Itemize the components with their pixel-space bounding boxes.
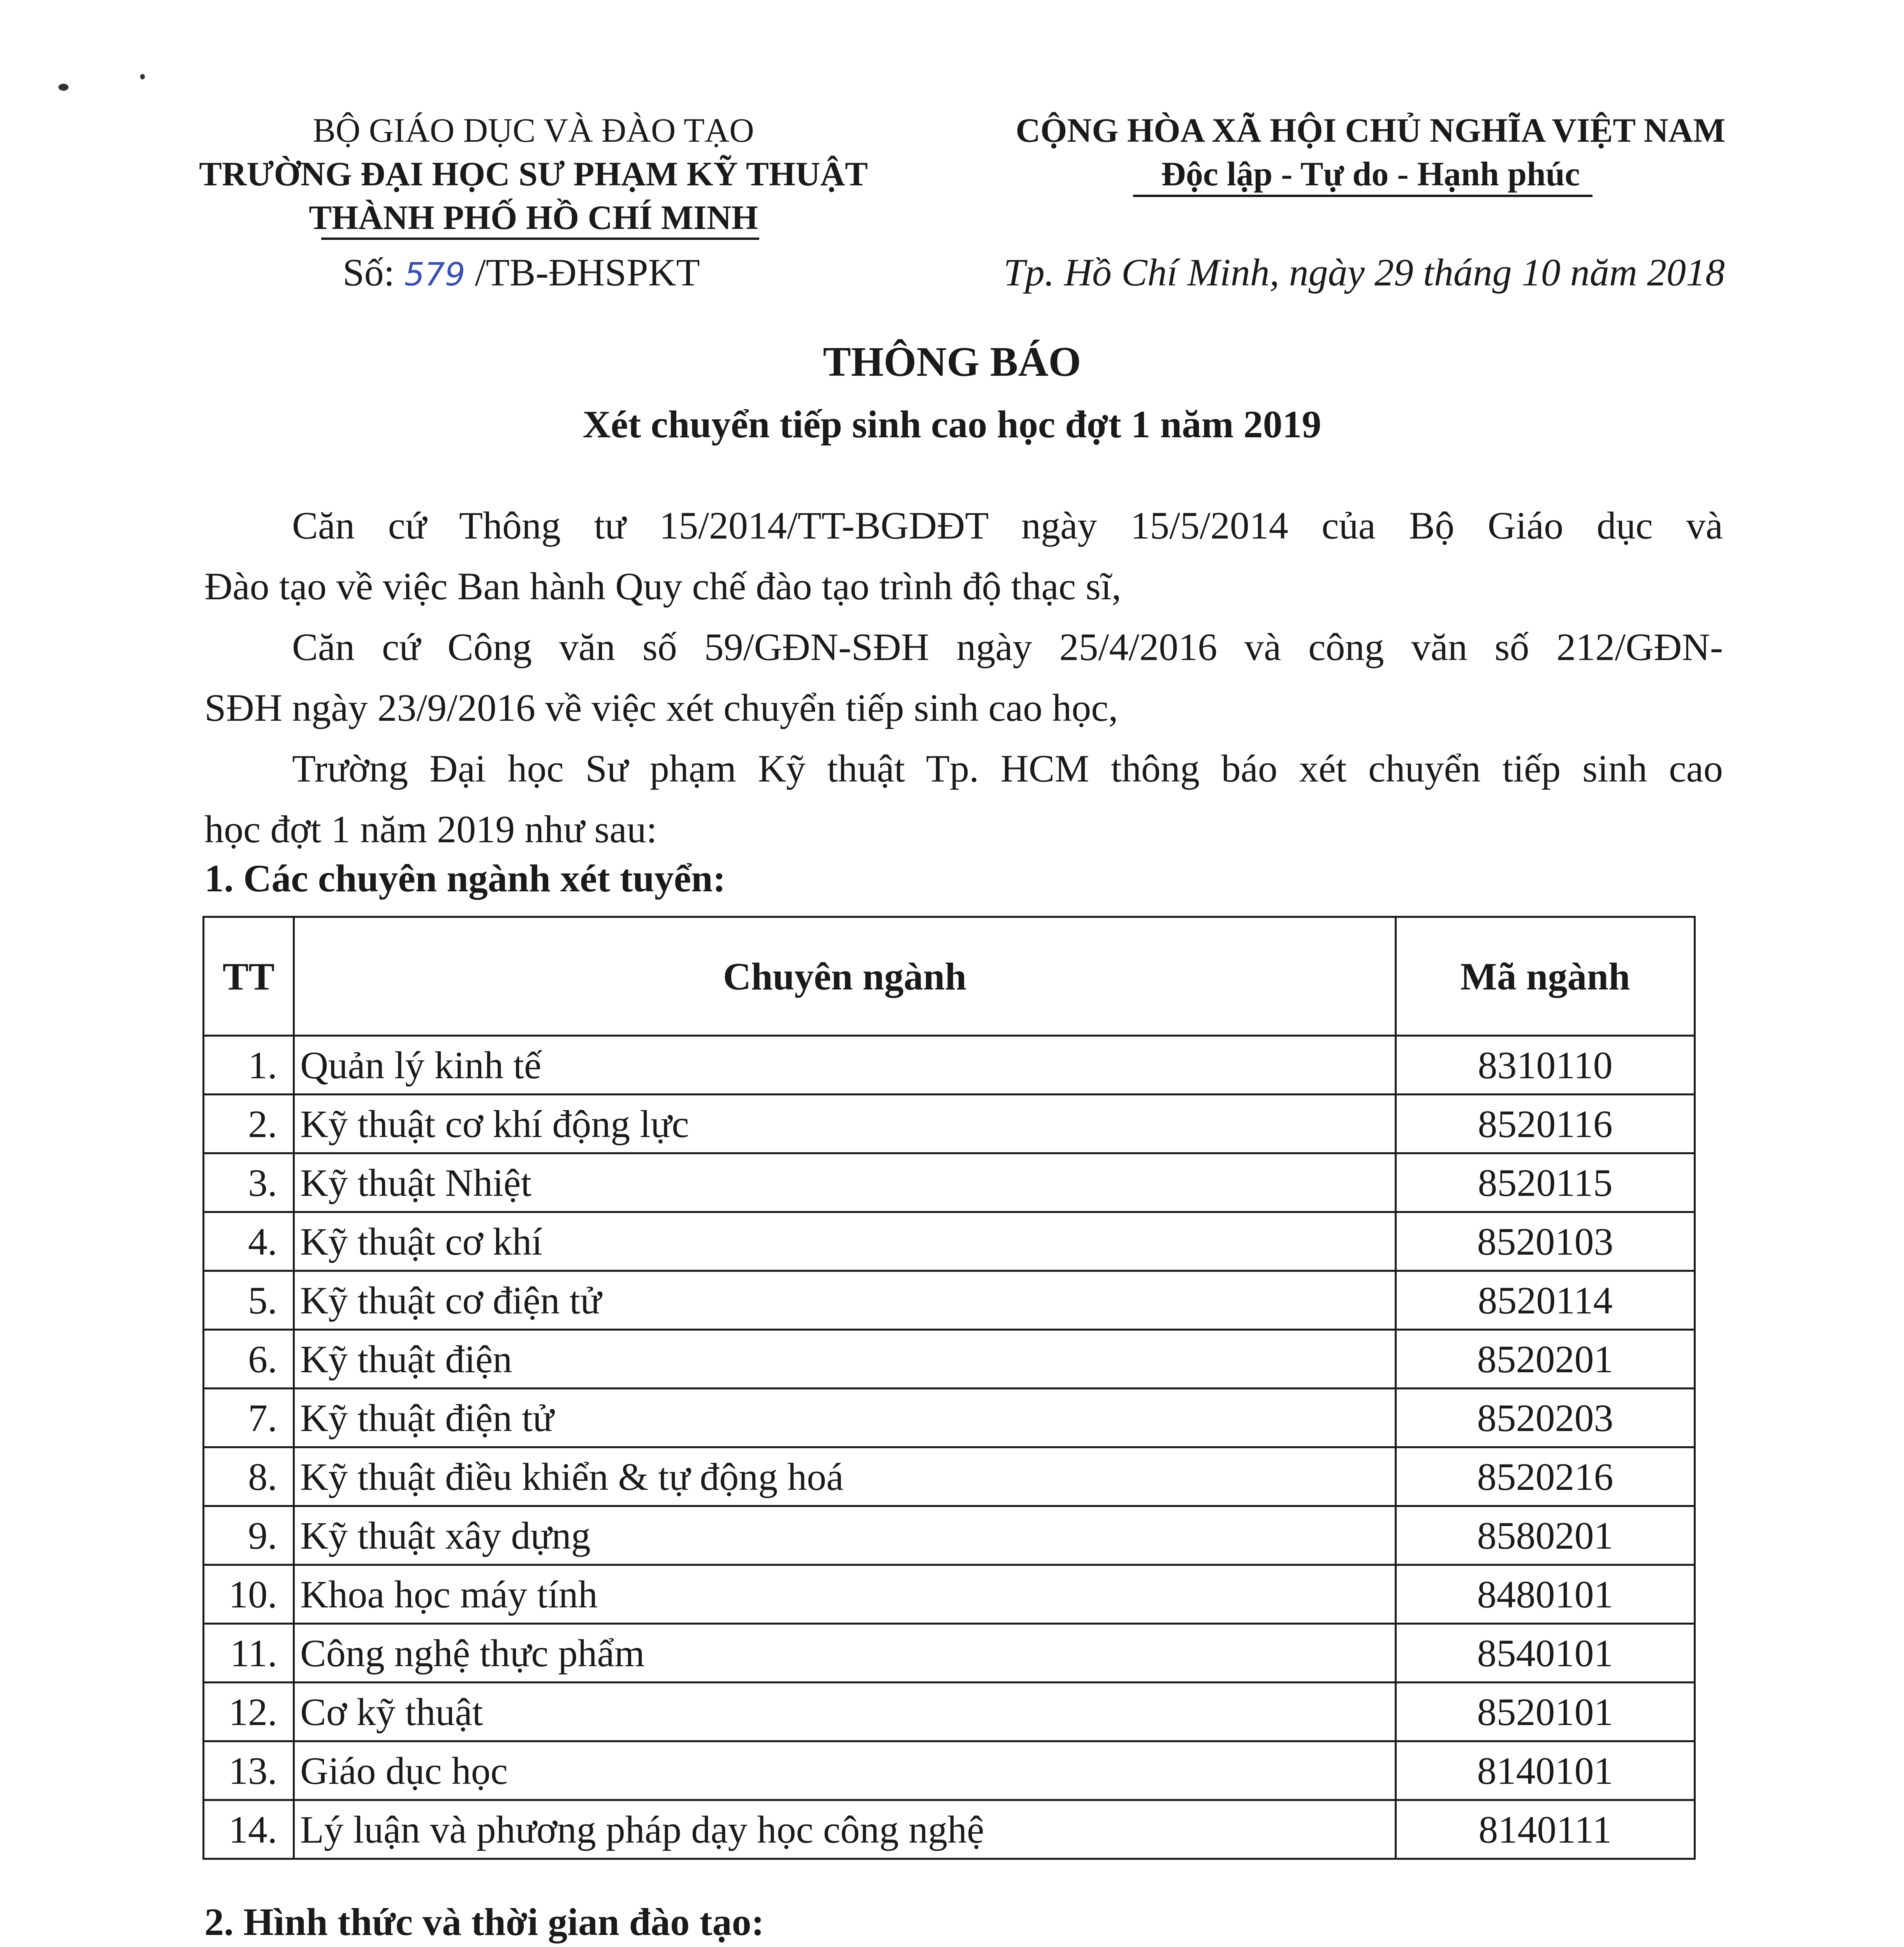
preamble-para-1-line-1: Căn cứ Thông tư 15/2014/TT-BGDĐT ngày 15/5/2014 của Bộ Giáo dục và bbox=[292, 504, 1723, 547]
major-name: Kỹ thuật cơ khí bbox=[294, 1212, 1396, 1271]
row-number: 9. bbox=[204, 1506, 294, 1565]
major-code: 8480101 bbox=[1396, 1565, 1695, 1624]
row-number: 14. bbox=[204, 1800, 294, 1859]
preamble-para-1-line-2: Đào tạo về việc Ban hành Quy chế đào tạo trình độ thạc sĩ, bbox=[204, 565, 1121, 608]
major-name: Giáo dục học bbox=[294, 1741, 1396, 1800]
section-2-heading: 2. Hình thức và thời gian đào tạo: bbox=[204, 1900, 764, 1943]
major-code: 8520115 bbox=[1396, 1153, 1695, 1212]
major-name: Kỹ thuật xây dựng bbox=[294, 1506, 1396, 1565]
notice-subtitle: Xét chuyển tiếp sinh cao học đợt 1 năm 2019 bbox=[582, 403, 1322, 446]
major-code: 8520114 bbox=[1396, 1271, 1695, 1330]
major-code: 8520116 bbox=[1396, 1095, 1695, 1153]
table-row bbox=[204, 1153, 1695, 1212]
section-1-heading: 1. Các chuyên ngành xét tuyển: bbox=[204, 857, 726, 900]
row-number: 12. bbox=[204, 1683, 294, 1741]
row-number: 11. bbox=[204, 1624, 294, 1683]
table-row bbox=[204, 1624, 1695, 1683]
major-code: 8310110 bbox=[1396, 1036, 1695, 1095]
table-row bbox=[204, 1389, 1695, 1447]
preamble-para-2-line-2: SĐH ngày 23/9/2016 về việc xét chuyển tiếp sinh cao học, bbox=[204, 686, 1118, 729]
row-number: 13. bbox=[204, 1741, 294, 1800]
school-name-line2: THÀNH PHỐ HỒ CHÍ MINH bbox=[309, 199, 758, 237]
row-number: 6. bbox=[204, 1330, 294, 1389]
row-number: 5. bbox=[204, 1271, 294, 1330]
table-row bbox=[204, 1741, 1695, 1800]
col-header-tt: TT bbox=[204, 917, 294, 1036]
major-code: 8520201 bbox=[1396, 1330, 1695, 1389]
row-number: 2. bbox=[204, 1095, 294, 1153]
row-number: 8. bbox=[204, 1447, 294, 1506]
preamble-para-3-line-1: Trường Đại học Sư phạm Kỹ thuật Tp. HCM thông báo xét chuyển tiếp sinh cao bbox=[292, 747, 1723, 790]
major-name: Kỹ thuật cơ khí động lực bbox=[294, 1095, 1396, 1153]
ministry-name: BỘ GIÁO DỤC VÀ ĐÀO TẠO bbox=[313, 112, 754, 150]
col-header-major: Chuyên ngành bbox=[294, 917, 1396, 1036]
header-left bbox=[183, 109, 884, 240]
table-row bbox=[204, 1565, 1695, 1624]
majors-table bbox=[202, 916, 1696, 1860]
row-number: 10. bbox=[204, 1565, 294, 1624]
table-row bbox=[204, 1271, 1695, 1330]
major-name: Khoa học máy tính bbox=[294, 1565, 1396, 1624]
major-code: 8140101 bbox=[1396, 1741, 1695, 1800]
document-number bbox=[343, 242, 888, 305]
table-row bbox=[204, 1212, 1695, 1271]
table-row bbox=[204, 1683, 1695, 1741]
major-name: Công nghệ thực phẩm bbox=[294, 1624, 1396, 1683]
handwritten-number: 579 bbox=[404, 256, 465, 293]
header-left-underline bbox=[321, 238, 759, 240]
number-suffix: /TB-ĐHSPKT bbox=[475, 251, 700, 294]
major-name: Kỹ thuật điện bbox=[294, 1330, 1396, 1389]
row-number: 1. bbox=[204, 1036, 294, 1095]
preamble-para-2-line-1: Căn cứ Công văn số 59/GĐN-SĐH ngày 25/4/2016 và công văn số 212/GĐN- bbox=[292, 625, 1723, 669]
major-name: Kỹ thuật điều khiển & tự động hoá bbox=[294, 1447, 1396, 1506]
major-name: Cơ kỹ thuật bbox=[294, 1683, 1396, 1741]
table-row bbox=[204, 1506, 1695, 1565]
major-name: Lý luận và phương pháp dạy học công nghệ bbox=[294, 1800, 1396, 1859]
section-2 bbox=[204, 1892, 1723, 1947]
motto-underline bbox=[1133, 195, 1593, 197]
number-prefix: Số: bbox=[343, 251, 395, 294]
major-code: 8520203 bbox=[1396, 1389, 1695, 1447]
major-name: Kỹ thuật cơ điện tử bbox=[294, 1271, 1396, 1330]
nation-name: CỘNG HÒA XÃ HỘI CHỦ NGHĨA VIỆT NAM bbox=[1015, 112, 1726, 150]
row-number: 3. bbox=[204, 1153, 294, 1212]
table-row bbox=[204, 1447, 1695, 1506]
scan-speck bbox=[140, 74, 145, 79]
table-header-row bbox=[204, 917, 1695, 1036]
table-row bbox=[204, 1036, 1695, 1095]
scan-speck bbox=[58, 84, 69, 91]
national-motto: Độc lập - Tự do - Hạnh phúc bbox=[1161, 155, 1580, 193]
major-name: Quản lý kinh tế bbox=[294, 1036, 1396, 1095]
col-header-code: Mã ngành bbox=[1396, 917, 1695, 1036]
major-code: 8140111 bbox=[1396, 1800, 1695, 1859]
preamble bbox=[204, 495, 1723, 860]
date-line: Tp. Hồ Chí Minh, ngày 29 tháng 10 năm 2018 bbox=[1003, 251, 1725, 294]
table-row bbox=[204, 1330, 1695, 1389]
major-code: 8520103 bbox=[1396, 1212, 1695, 1271]
row-number: 7. bbox=[204, 1389, 294, 1447]
row-number: 4. bbox=[204, 1212, 294, 1271]
major-name: Kỹ thuật điện tử bbox=[294, 1389, 1396, 1447]
major-code: 8580201 bbox=[1396, 1506, 1695, 1565]
preamble-para-3-line-2: học đợt 1 năm 2019 như sau: bbox=[204, 808, 657, 851]
notice-title: THÔNG BÁO bbox=[823, 339, 1081, 385]
major-code: 8540101 bbox=[1396, 1624, 1695, 1683]
major-code: 8520101 bbox=[1396, 1683, 1695, 1741]
school-name-line1: TRƯỜNG ĐẠI HỌC SƯ PHẠM KỸ THUẬT bbox=[199, 155, 868, 193]
major-name: Kỹ thuật Nhiệt bbox=[294, 1153, 1396, 1212]
table-row bbox=[204, 1800, 1695, 1859]
major-code: 8520216 bbox=[1396, 1447, 1695, 1506]
header-right bbox=[997, 109, 1744, 196]
table-row bbox=[204, 1095, 1695, 1153]
